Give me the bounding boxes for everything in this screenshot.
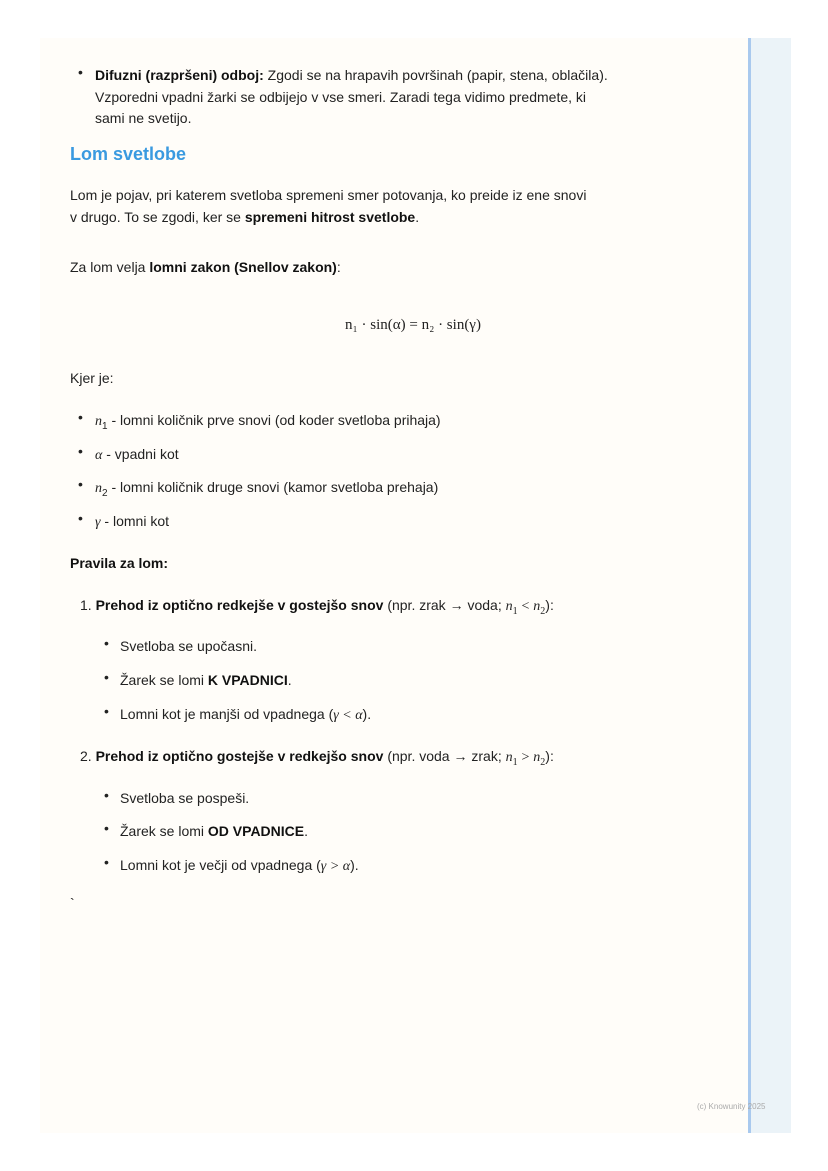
diffuse-line-3: sami ne svetijo.: [95, 110, 192, 126]
side-panel: [751, 38, 791, 1133]
paragraph-line: Lom je pojav, pri katerem svetloba spremeni smer potovanja, ko preide iz ene snovi: [70, 187, 587, 203]
bullet: •: [78, 64, 83, 80]
definition-item: [95, 510, 169, 539]
emphasis: spremeni hitrost svetlobe: [244, 209, 416, 225]
paragraph-line: [70, 206, 419, 228]
rule-subitem: [120, 820, 308, 842]
symbol: γ: [95, 515, 101, 530]
text: ).: [350, 857, 359, 873]
text: Žarek se lomi: [120, 672, 208, 688]
bullet: •: [104, 787, 109, 803]
subscript: 2: [102, 487, 108, 499]
bullet: •: [78, 409, 83, 425]
bullet: •: [78, 476, 83, 492]
text: .: [415, 209, 420, 225]
text: .: [304, 823, 309, 839]
emphasis: lomni zakon (Snellov zakon): [149, 259, 337, 275]
text: Žarek se lomi: [120, 823, 208, 839]
symbol: n: [95, 414, 102, 429]
text: .: [287, 672, 292, 688]
footer-copyright: (c) Knowunity 2025: [697, 1102, 766, 1111]
stray-char: `: [70, 895, 75, 911]
math: γ < α: [333, 708, 363, 723]
rule-number: 1.: [80, 597, 92, 613]
rule-item: 2. Prehod iz optično gostejše v redkejšo snov (npr. voda → zrak; $n_1 > n_2$):: [80, 748, 554, 768]
bullet: •: [104, 635, 109, 651]
rule-number: 2.: [80, 748, 92, 764]
emphasis: OD VPADNICE: [207, 823, 305, 839]
bullet: •: [104, 854, 109, 870]
symbol: n: [95, 481, 102, 496]
rule-subitem: [120, 703, 371, 727]
definition-item: [95, 409, 441, 438]
text: (npr. voda → zrak;: [383, 748, 506, 764]
text: :: [336, 259, 341, 275]
bullet: •: [78, 443, 83, 459]
emphasis: K VPADNICI: [207, 672, 288, 688]
text: Svetloba se upočasni.: [120, 638, 257, 654]
text: - lomni količnik druge snovi (kamor svetloba prehaja): [107, 479, 439, 495]
text: ).: [362, 706, 372, 722]
definition-item: [95, 443, 179, 472]
rule-subitem: [120, 787, 249, 809]
text: Lomni kot je manjši od vpadnega (: [120, 706, 334, 722]
diffuse-line-2: Vzporedni vpadni žarki se odbijejo v vse smeri. Zaradi tega vidimo predmete, ki: [95, 89, 587, 105]
math: γ > α: [320, 859, 351, 874]
section-heading: Lom svetlobe: [70, 144, 187, 164]
rule-subitem: [120, 854, 359, 878]
definition-item: [95, 476, 438, 505]
text: Zgodi se na hrapavih površinah (papir, stena, oblačila).: [263, 67, 608, 83]
text: Za lom velja: [70, 259, 150, 275]
bullet: •: [104, 703, 109, 719]
rule-item: 1. Prehod iz optično redkejše v gostejšo snov (npr. zrak → voda; $n_1 < n_2$):: [80, 597, 554, 617]
text: Svetloba se pospeši.: [120, 790, 250, 806]
diffuse-line-1: [95, 64, 608, 86]
text: Lomni kot je večji od vpadnega (: [120, 857, 321, 873]
bullet: •: [104, 669, 109, 685]
rule-title: Prehod iz optično gostejše v redkejšo snov: [95, 748, 384, 764]
text: - vpadni kot: [102, 446, 179, 462]
symbol: α: [95, 448, 103, 463]
comparison: >: [521, 750, 530, 765]
bullet: •: [104, 820, 109, 836]
term: Difuzni (razpršeni) odboj:: [95, 67, 264, 83]
rule-subitem: [120, 635, 257, 657]
kjer-label: Kjer je:: [70, 370, 114, 386]
rule-subitem: [120, 669, 292, 691]
text: (npr. zrak → voda;: [383, 597, 506, 613]
rule-title: Prehod iz optično redkejše v gostejšo snov: [95, 597, 384, 613]
paragraph: [70, 256, 341, 278]
subscript: 1: [102, 420, 108, 432]
comparison: <: [521, 599, 530, 614]
text: - lomni kot: [100, 513, 169, 529]
bullet: •: [78, 510, 83, 526]
rules-title: Pravila za lom:: [70, 555, 169, 571]
snell-formula: n₁ · sin(α) = n₂ · sin(γ): [345, 317, 481, 333]
text: - lomni količnik prve snovi (od koder svetloba prihaja): [107, 412, 441, 428]
text: v drugo. To se zgodi, ker se: [70, 209, 245, 225]
